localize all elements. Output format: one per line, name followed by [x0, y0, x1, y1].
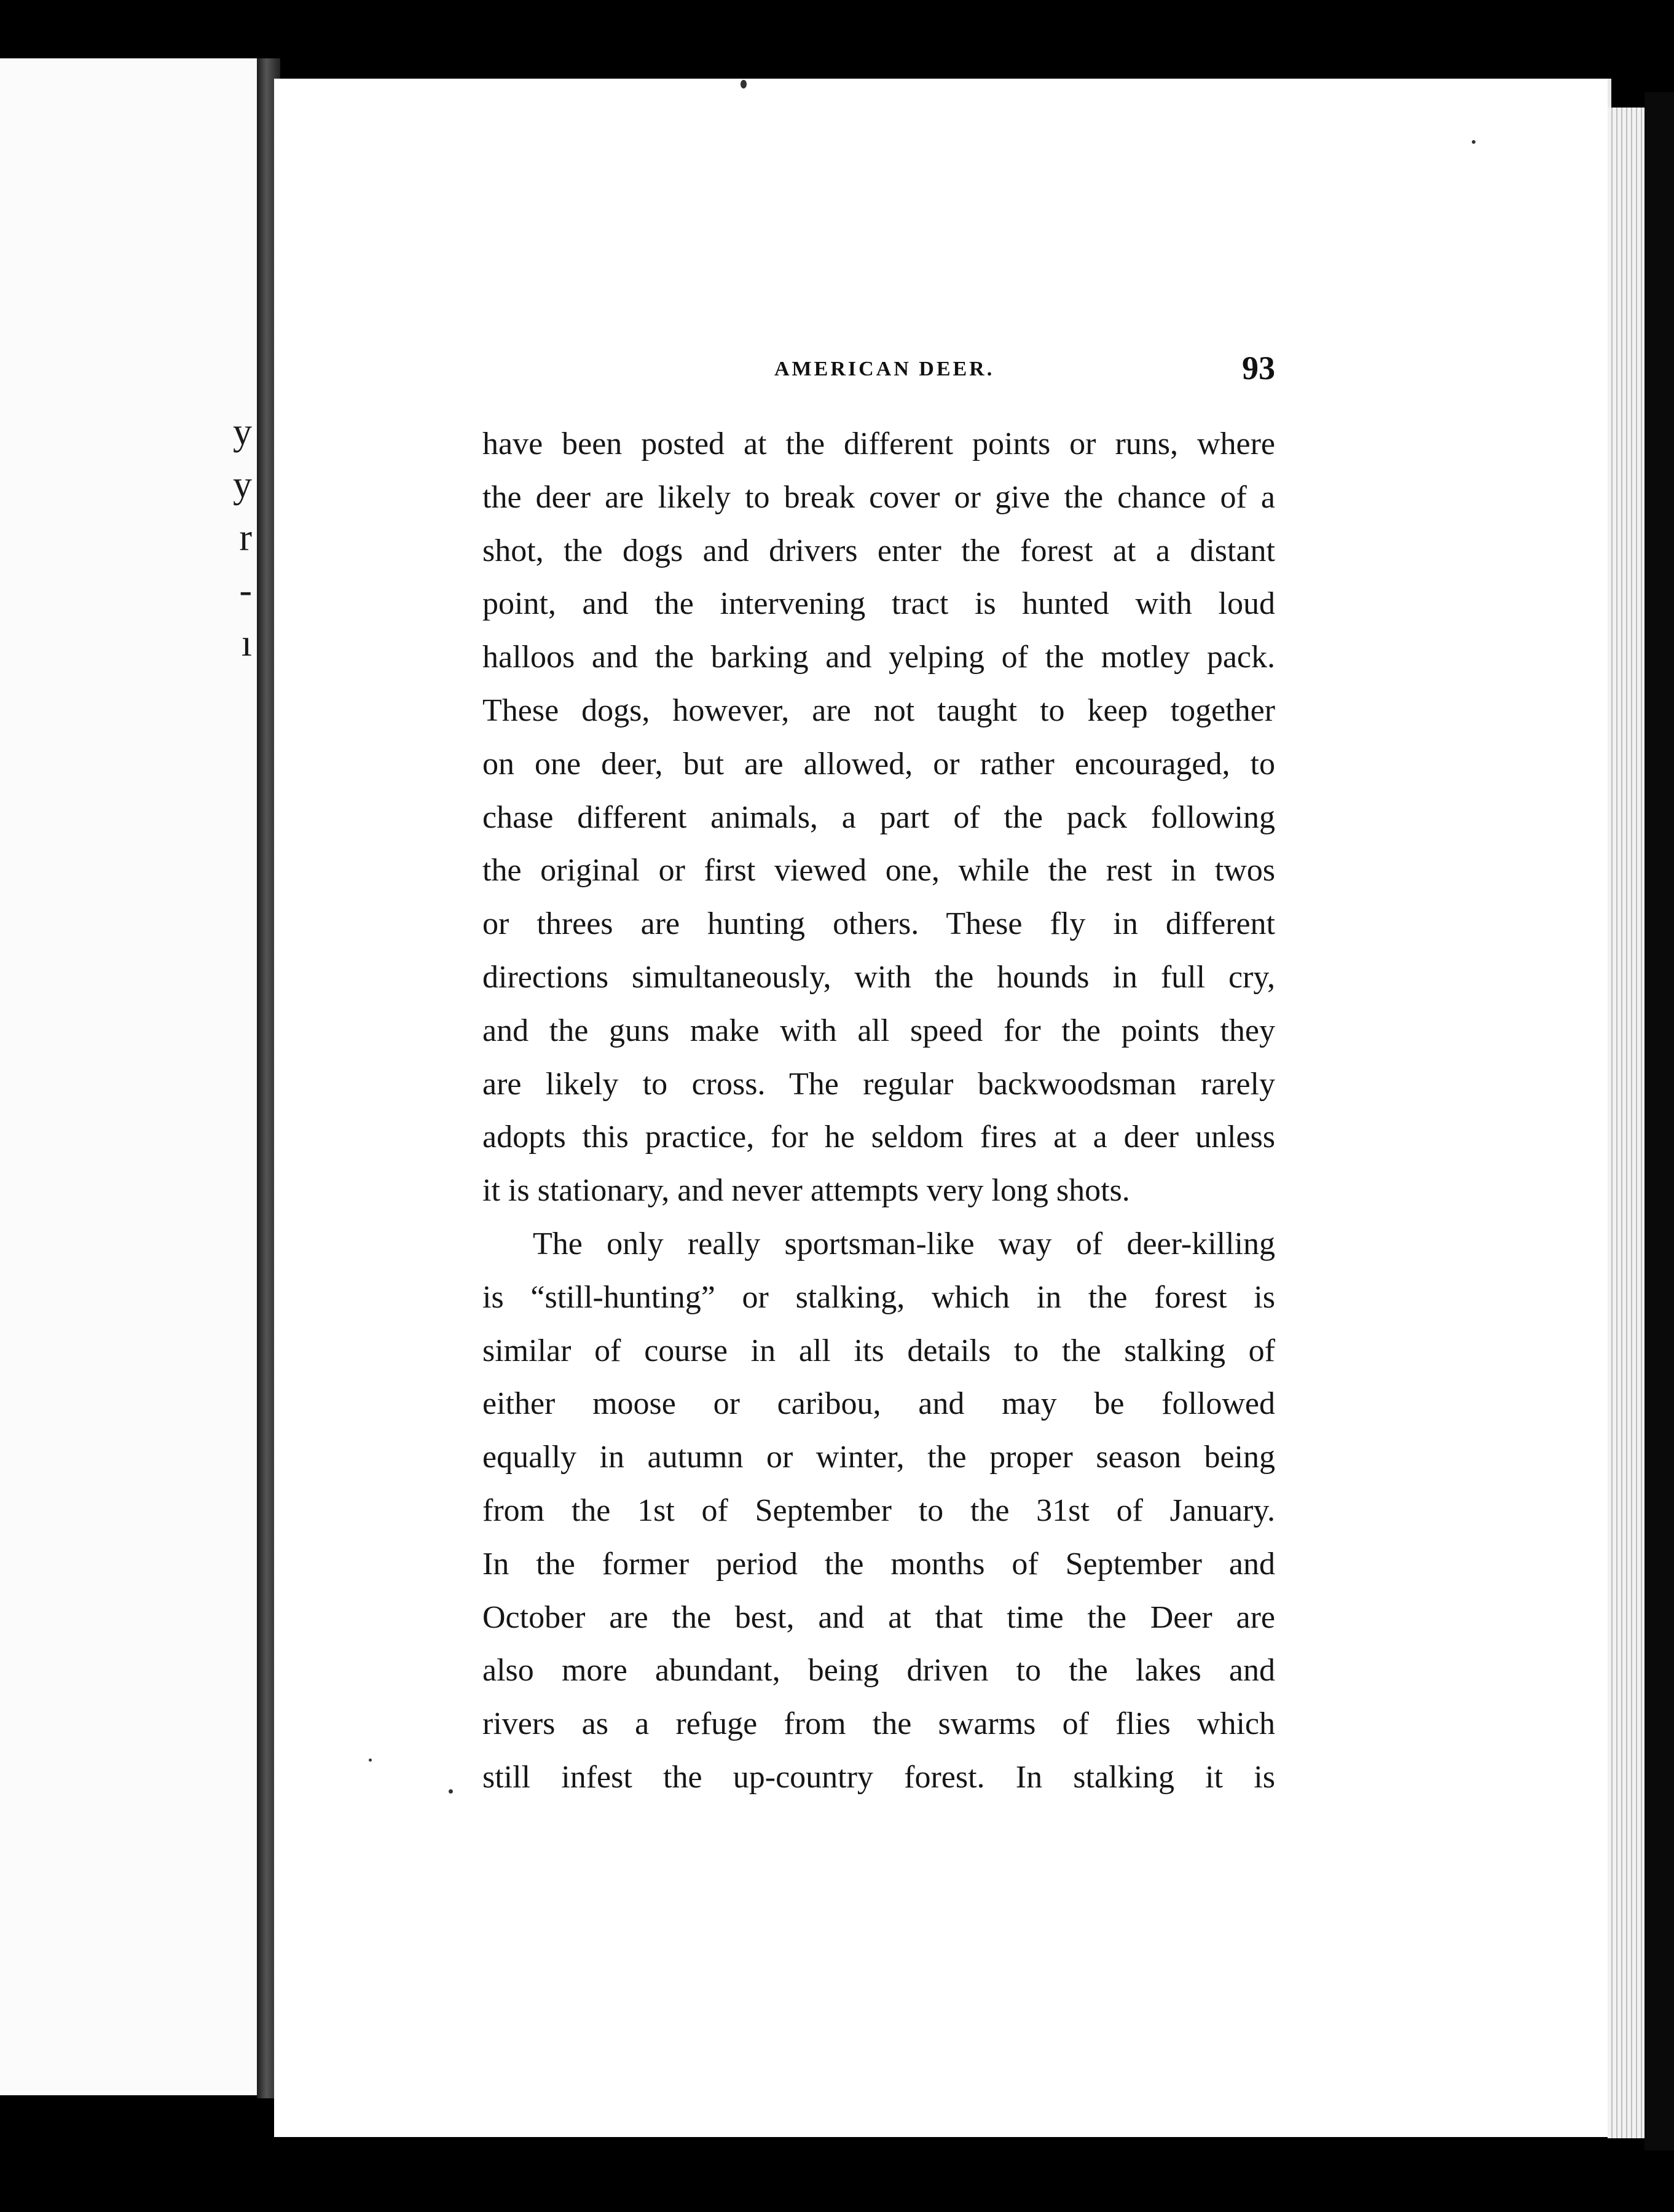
page-header: [504, 349, 1275, 392]
scan-speck: [449, 1789, 453, 1794]
text-line: These dogs, however, are not taught to keep together: [482, 692, 1275, 728]
text-line: equally in autumn or winter, the proper season being: [482, 1440, 1275, 1475]
text-line: from the 1st of September to the 31st of January.: [482, 1492, 1275, 1528]
text-line: have been posted at the different points or runs, where: [482, 426, 1275, 461]
fragment: y: [233, 464, 252, 506]
text-line: it is stationary, and never attempts very long shots.: [482, 1173, 1130, 1209]
page-number: 93: [1242, 350, 1275, 386]
scan-border-right: [1645, 92, 1674, 2151]
facing-page-text-fragments: [209, 406, 252, 670]
text-line: point, and the intervening tract is hunted with loud: [482, 586, 1275, 622]
scan-speck: [1472, 140, 1476, 144]
fragment: r: [239, 517, 252, 559]
text-line: chase different animals, a part of the pack following: [482, 799, 1275, 835]
text-line: the deer are likely to break cover or give the chance of a: [482, 479, 1275, 515]
page-edges: [1608, 108, 1645, 2138]
fragment: y: [233, 411, 252, 453]
text-line: directions simultaneously, with the hounds in full cry,: [482, 959, 1275, 995]
text-line: also more abundant, being driven to the lakes and: [482, 1653, 1275, 1688]
scan-speck: [369, 1759, 372, 1762]
text-line: is “still-hunting” or stalking, which in the forest is: [482, 1279, 1275, 1315]
scan-speck: [741, 80, 747, 88]
fragment: ı: [241, 622, 252, 664]
text-line: The only really sportsman-like way of deer-killing: [533, 1226, 1275, 1261]
text-line: shot, the dogs and drivers enter the forest at a distant: [482, 533, 1275, 568]
text-line: similar of course in all its details to the stalking of: [482, 1333, 1275, 1368]
running-head: AMERICAN DEER.: [774, 358, 995, 380]
text-line: either moose or caribou, and may be followed: [482, 1386, 1275, 1422]
facing-page-left: [0, 58, 263, 2095]
text-line: or threes are hunting others. These fly in different: [482, 906, 1275, 942]
body-text: [482, 418, 1275, 1805]
text-line: rivers as a refuge from the swarms of flies which: [482, 1706, 1275, 1742]
text-line: adopts this practice, for he seldom fires at a deer unless: [482, 1120, 1275, 1155]
text-line: halloos and the barking and yelping of the motley pack.: [482, 640, 1275, 675]
text-line: still infest the up-country forest. In stalking it is: [482, 1759, 1275, 1795]
text-line: October are the best, and at that time the Deer are: [482, 1599, 1275, 1635]
fragment: -: [239, 570, 252, 611]
text-line: are likely to cross. The regular backwoodsman rarely: [482, 1066, 1275, 1102]
text-line: In the former period the months of September and: [482, 1546, 1275, 1582]
text-line: on one deer, but are allowed, or rather encouraged, to: [482, 746, 1275, 782]
text-line: the original or first viewed one, while the rest in twos: [482, 853, 1275, 888]
text-line: and the guns make with all speed for the points they: [482, 1013, 1275, 1048]
